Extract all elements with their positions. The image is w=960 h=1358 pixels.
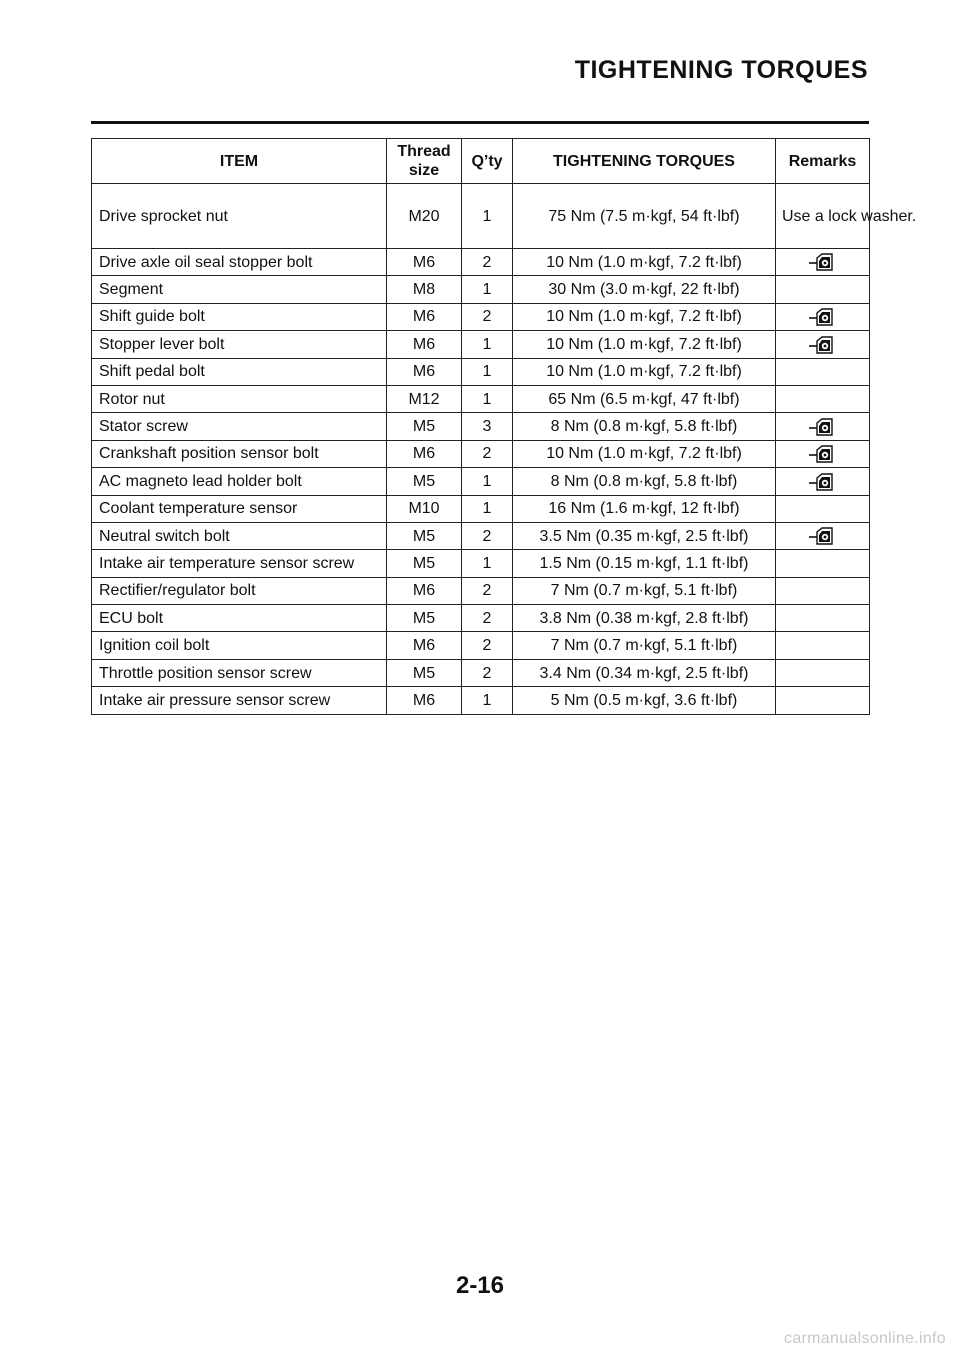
qty-cell: 2 <box>462 632 513 659</box>
header-thread-size: Thread size <box>387 139 462 184</box>
thread-size-cell: M5 <box>387 522 462 549</box>
remarks-cell <box>776 632 870 659</box>
locking-agent-icon <box>808 336 838 354</box>
table-row <box>92 385 870 412</box>
torque-cell: 10 Nm (1.0 m·kgf, 7.2 ft·lbf) <box>513 303 776 330</box>
remarks-cell <box>776 687 870 714</box>
qty-cell: 2 <box>462 249 513 276</box>
table-row <box>92 495 870 522</box>
torque-cell: 8 Nm (0.8 m·kgf, 5.8 ft·lbf) <box>513 413 776 440</box>
table-row <box>92 468 870 495</box>
table-body <box>92 184 917 715</box>
table-row <box>92 440 870 467</box>
item-cell: Throttle position sensor screw <box>92 659 387 686</box>
torque-cell: 8 Nm (0.8 m·kgf, 5.8 ft·lbf) <box>513 468 776 495</box>
remarks-cell <box>776 385 870 412</box>
item-cell: Ignition coil bolt <box>92 632 387 659</box>
table-row <box>92 331 870 358</box>
qty-cell: 1 <box>462 331 513 358</box>
remarks-cell <box>776 358 870 385</box>
table-header-row <box>92 139 870 184</box>
item-cell: Crankshaft position sensor bolt <box>92 440 387 467</box>
table-row <box>92 249 870 276</box>
locking-agent-icon <box>808 445 838 463</box>
remarks-cell <box>776 495 870 522</box>
remarks-cell <box>776 249 870 276</box>
qty-cell: 2 <box>462 440 513 467</box>
locking-agent-icon <box>808 418 838 436</box>
thread-size-cell: M6 <box>387 632 462 659</box>
item-cell: Intake air pressure sensor screw <box>92 687 387 714</box>
item-cell: Rectifier/regulator bolt <box>92 577 387 604</box>
item-cell: Stopper lever bolt <box>92 331 387 358</box>
remarks-cell <box>776 577 870 604</box>
item-cell: Neutral switch bolt <box>92 522 387 549</box>
locking-agent-icon <box>808 308 838 326</box>
thread-size-cell: M6 <box>387 303 462 330</box>
remarks-cell <box>776 184 917 249</box>
torque-cell: 5 Nm (0.5 m·kgf, 3.6 ft·lbf) <box>513 687 776 714</box>
item-cell: Rotor nut <box>92 385 387 412</box>
qty-cell: 2 <box>462 659 513 686</box>
qty-cell: 3 <box>462 413 513 440</box>
torque-cell: 65 Nm (6.5 m·kgf, 47 ft·lbf) <box>513 385 776 412</box>
item-cell: ECU bolt <box>92 605 387 632</box>
thread-size-cell: M6 <box>387 358 462 385</box>
torque-cell: 10 Nm (1.0 m·kgf, 7.2 ft·lbf) <box>513 331 776 358</box>
header-qty: Q’ty <box>462 139 513 184</box>
qty-cell: 1 <box>462 468 513 495</box>
item-cell: Drive axle oil seal stopper bolt <box>92 249 387 276</box>
torque-cell: 1.5 Nm (0.15 m·kgf, 1.1 ft·lbf) <box>513 550 776 577</box>
remarks-cell <box>776 276 870 303</box>
thread-size-cell: M20 <box>387 184 462 249</box>
remarks-cell <box>776 659 870 686</box>
header-item: ITEM <box>92 139 387 184</box>
thread-size-cell: M8 <box>387 276 462 303</box>
thread-size-cell: M6 <box>387 249 462 276</box>
table-row <box>92 632 870 659</box>
item-cell: Segment <box>92 276 387 303</box>
locking-agent-icon <box>808 473 838 491</box>
item-cell: AC magneto lead holder bolt <box>92 468 387 495</box>
torque-cell: 7 Nm (0.7 m·kgf, 5.1 ft·lbf) <box>513 577 776 604</box>
remarks-cell <box>776 413 870 440</box>
qty-cell: 1 <box>462 358 513 385</box>
table-row <box>92 413 870 440</box>
thread-size-cell: M5 <box>387 550 462 577</box>
header-rule <box>91 121 869 124</box>
remarks-cell <box>776 331 870 358</box>
qty-cell: 1 <box>462 184 513 249</box>
item-cell: Intake air temperature sensor screw <box>92 550 387 577</box>
thread-size-cell: M6 <box>387 687 462 714</box>
item-cell: Shift pedal bolt <box>92 358 387 385</box>
locking-agent-icon <box>808 527 838 545</box>
torque-cell: 3.4 Nm (0.34 m·kgf, 2.5 ft·lbf) <box>513 659 776 686</box>
watermark: carmanualsonline.info <box>784 1330 946 1347</box>
qty-cell: 2 <box>462 303 513 330</box>
qty-cell: 1 <box>462 550 513 577</box>
table-row <box>92 358 870 385</box>
item-cell: Drive sprocket nut <box>92 184 387 249</box>
thread-size-cell: M5 <box>387 413 462 440</box>
torque-cell: 10 Nm (1.0 m·kgf, 7.2 ft·lbf) <box>513 249 776 276</box>
table-row <box>92 522 870 549</box>
qty-cell: 2 <box>462 605 513 632</box>
table-row <box>92 659 870 686</box>
qty-cell: 1 <box>462 495 513 522</box>
torque-cell: 16 Nm (1.6 m·kgf, 12 ft·lbf) <box>513 495 776 522</box>
thread-size-cell: M6 <box>387 440 462 467</box>
torque-cell: 30 Nm (3.0 m·kgf, 22 ft·lbf) <box>513 276 776 303</box>
remarks-cell <box>776 303 870 330</box>
thread-size-cell: M12 <box>387 385 462 412</box>
table-row <box>92 687 870 714</box>
thread-size-cell: M5 <box>387 605 462 632</box>
item-cell: Stator screw <box>92 413 387 440</box>
thread-size-cell: M5 <box>387 468 462 495</box>
item-cell: Coolant temperature sensor <box>92 495 387 522</box>
locking-agent-icon <box>808 253 838 271</box>
torque-cell: 75 Nm (7.5 m·kgf, 54 ft·lbf) <box>513 184 776 249</box>
header-torque: TIGHTENING TORQUES <box>513 139 776 184</box>
torque-table <box>91 138 917 715</box>
torque-cell: 10 Nm (1.0 m·kgf, 7.2 ft·lbf) <box>513 358 776 385</box>
remark-text: Use a lock washer. <box>782 207 917 225</box>
header-remarks: Remarks <box>776 139 870 184</box>
qty-cell: 2 <box>462 522 513 549</box>
torque-cell: 3.5 Nm (0.35 m·kgf, 2.5 ft·lbf) <box>513 522 776 549</box>
table-row <box>92 276 870 303</box>
thread-size-cell: M6 <box>387 331 462 358</box>
qty-cell: 2 <box>462 577 513 604</box>
item-cell: Shift guide bolt <box>92 303 387 330</box>
thread-size-cell: M10 <box>387 495 462 522</box>
qty-cell: 1 <box>462 385 513 412</box>
qty-cell: 1 <box>462 276 513 303</box>
qty-cell: 1 <box>462 687 513 714</box>
page-title: TIGHTENING TORQUES <box>574 56 868 84</box>
table-row <box>92 605 870 632</box>
remarks-cell <box>776 550 870 577</box>
remarks-cell <box>776 522 870 549</box>
table-row <box>92 303 870 330</box>
remarks-cell <box>776 468 870 495</box>
remarks-cell <box>776 605 870 632</box>
torque-cell: 7 Nm (0.7 m·kgf, 5.1 ft·lbf) <box>513 632 776 659</box>
thread-size-cell: M6 <box>387 577 462 604</box>
table-row <box>92 577 870 604</box>
table-row <box>92 550 870 577</box>
table-row <box>92 184 870 249</box>
torque-cell: 10 Nm (1.0 m·kgf, 7.2 ft·lbf) <box>513 440 776 467</box>
torque-cell: 3.8 Nm (0.38 m·kgf, 2.8 ft·lbf) <box>513 605 776 632</box>
page-number: 2-16 <box>455 1272 505 1299</box>
remarks-cell <box>776 440 870 467</box>
thread-size-cell: M5 <box>387 659 462 686</box>
